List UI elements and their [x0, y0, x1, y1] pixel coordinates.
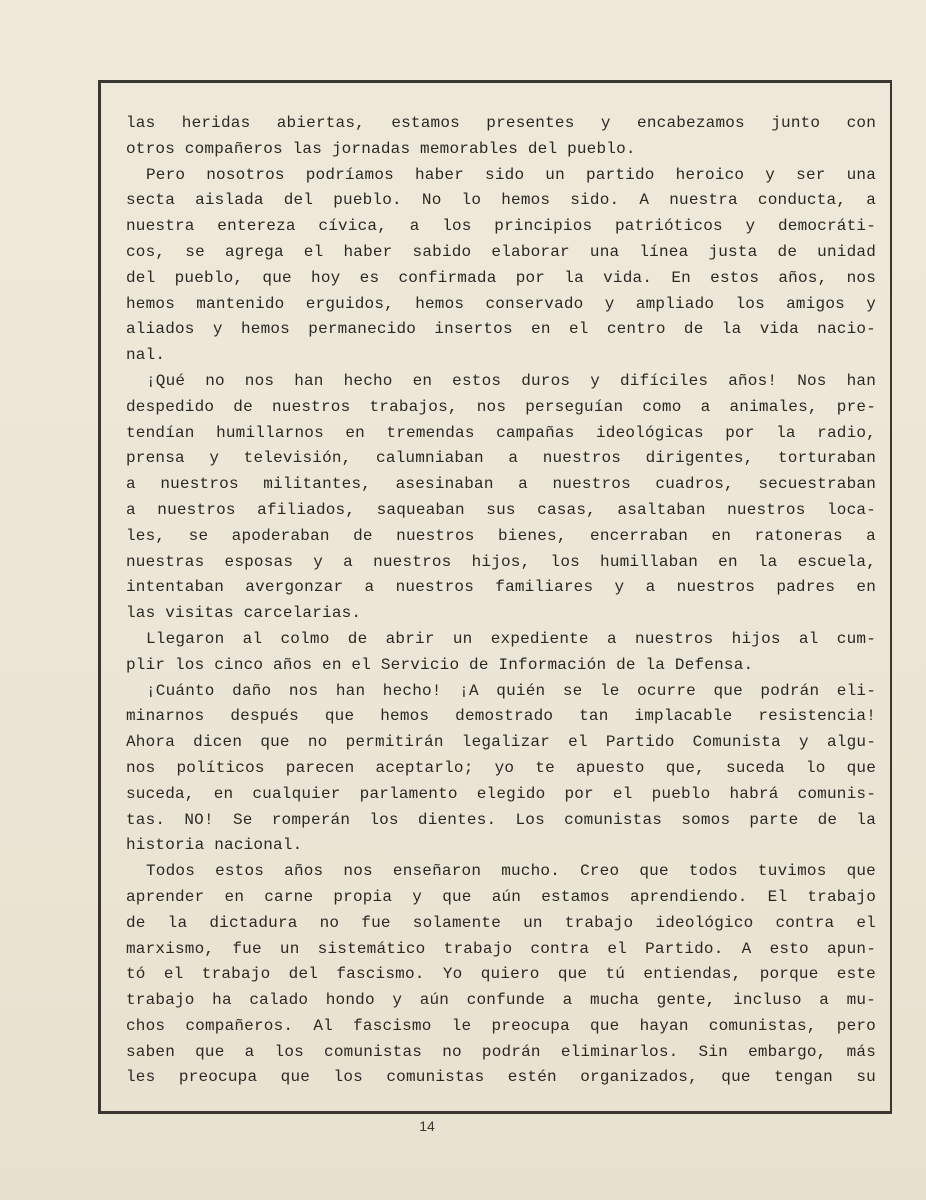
text-line: marxismo, fue un sistemático trabajo contra el Partido. A esto apun-	[126, 939, 876, 958]
text-line: minarnos después que hemos demostrado tan implacable resistencia!	[126, 707, 876, 726]
page-number: 14	[419, 1118, 435, 1134]
text-line: a nuestros militantes, asesinaban a nuestros cuadros, secuestraban	[126, 475, 876, 494]
text-line: Pero nosotros podríamos haber sido un partido heroico y ser una	[146, 165, 876, 184]
text-line: otros compañeros las jornadas memorables del pueblo.	[126, 139, 636, 158]
text-line: saben que a los comunistas no podrán eliminarlos. Sin embargo, más	[126, 1042, 876, 1061]
text-line: hemos mantenido erguidos, hemos conservado y ampliado los amigos y	[126, 294, 876, 313]
text-line: ¡Qué no nos han hecho en estos duros y difíciles años! Nos han	[146, 371, 876, 390]
text-line: nal.	[126, 346, 166, 365]
text-line: del pueblo, que hoy es confirmada por la vida. En estos años, nos	[126, 268, 876, 287]
text-line: cos, se agrega el haber sabido elaborar una línea justa de unidad	[126, 242, 876, 261]
body-text	[126, 111, 876, 1091]
text-line: suceda, en cualquier parlamento elegido por el pueblo habrá comunis-	[126, 784, 876, 803]
text-line: ¡Cuánto daño nos han hecho! ¡A quién se le ocurre que podrán eli-	[146, 681, 876, 700]
text-line: de la dictadura no fue solamente un trabajo ideológico contra el	[126, 913, 876, 932]
text-line: Todos estos años nos enseñaron mucho. Creo que todos tuvimos que	[146, 862, 876, 881]
text-line: Llegaron al colmo de abrir un expediente a nuestros hijos al cum-	[146, 629, 876, 648]
text-line: a nuestros afiliados, saqueaban sus casas, asaltaban nuestros loca-	[126, 500, 876, 519]
text-line: las heridas abiertas, estamos presentes y encabezamos junto con	[126, 114, 876, 132]
text-line: intentaban avergonzar a nuestros familiares y a nuestros padres en	[126, 578, 876, 597]
text-line: secta aislada del pueblo. No lo hemos sido. A nuestra conducta, a	[126, 191, 876, 210]
text-line: plir los cinco años en el Servicio de Información de la Defensa.	[126, 655, 754, 674]
text-line: despedido de nuestros trabajos, nos perseguían como a animales, pre-	[126, 397, 876, 416]
text-line: les preocupa que los comunistas estén organizados, que tengan su	[126, 1068, 876, 1087]
text-line: trabajo ha calado hondo y aún confunde a mucha gente, incluso a mu-	[126, 991, 876, 1010]
text-line: chos compañeros. Al fascismo le preocupa que hayan comunistas, pero	[126, 1016, 876, 1035]
text-line: las visitas carcelarias.	[126, 604, 362, 623]
text-line: aliados y hemos permanecido insertos en el centro de la vida nacio-	[126, 320, 876, 339]
text-line: nuestra entereza cívica, a los principios patrióticos y democráti-	[126, 217, 876, 236]
text-frame	[98, 80, 892, 1114]
text-line: nos políticos parecen aceptarlo; yo te apuesto que, suceda lo que	[126, 758, 876, 777]
text-line: aprender en carne propia y que aún estamos aprendiendo. El trabajo	[126, 887, 876, 906]
text-line: Ahora dicen que no permitirán legalizar el Partido Comunista y algu-	[126, 733, 876, 752]
text-line: tó el trabajo del fascismo. Yo quiero que tú entiendas, porque este	[126, 965, 876, 984]
text-line: nuestras esposas y a nuestros hijos, los humillaban en la escuela,	[126, 552, 876, 571]
text-line: prensa y televisión, calumniaban a nuestros dirigentes, torturaban	[126, 449, 876, 468]
text-line: tas. NO! Se romperán los dientes. Los comunistas somos parte de la	[126, 810, 876, 829]
text-line: les, se apoderaban de nuestros bienes, encerraban en ratoneras a	[126, 526, 876, 545]
text-line: historia nacional.	[126, 836, 303, 855]
text-line: tendían humillarnos en tremendas campañas ideológicas por la radio,	[126, 423, 876, 442]
